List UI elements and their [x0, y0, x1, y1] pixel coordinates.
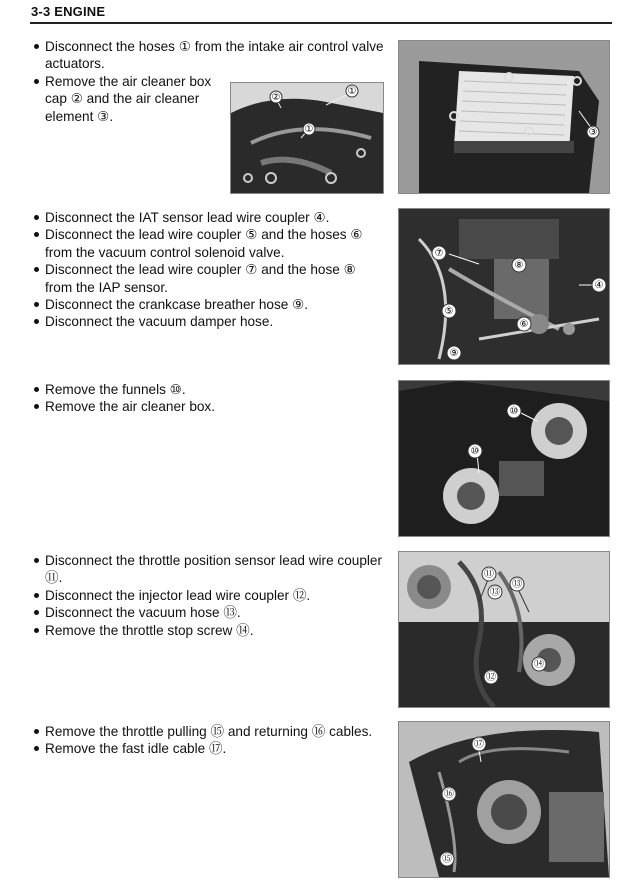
page-header: 3-3 ENGINE [31, 4, 106, 19]
iap-sensor-illustration [399, 209, 609, 364]
instruction-item: Remove the fast idle cable ⑰. [33, 740, 385, 757]
callout-label: ① [304, 124, 314, 135]
callout-label: ② [271, 92, 281, 103]
throttle-body-illustration [399, 552, 609, 707]
funnels-photo [398, 380, 610, 537]
callout-label: ③ [588, 127, 598, 138]
throttle-cables-photo [398, 721, 610, 878]
callout-label: ⑰ [474, 739, 484, 750]
callout-label: ⑭ [534, 659, 544, 670]
callout-label: ⑬ [512, 579, 522, 590]
instruction-item: Remove the funnels ⑩. [33, 381, 385, 398]
callout-label: ⑯ [444, 789, 454, 800]
air-cleaner-element-illustration [399, 41, 609, 193]
instruction-item: Disconnect the IAT sensor lead wire coupler ④. [33, 209, 385, 226]
section-3-text [33, 381, 385, 416]
instruction-item: Remove the air cleaner box. [33, 398, 385, 415]
callout-label: ① [347, 86, 357, 97]
callout-label: ⑪ [484, 569, 494, 580]
callout-label: ⑮ [442, 854, 452, 865]
section-1-text-b [33, 73, 213, 125]
throttle-cables-illustration [399, 722, 609, 877]
air-cleaner-cap-photo [230, 82, 384, 194]
callout-label: ⑤ [444, 306, 454, 317]
section-5-text [33, 723, 385, 758]
callout-label: ⑦ [434, 248, 444, 259]
header-rule [30, 22, 612, 24]
air-cleaner-element-photo [398, 40, 610, 194]
callout-label: ⑧ [514, 260, 524, 271]
callout-label: ⑩ [509, 406, 519, 417]
callout-label: ⑩ [470, 446, 480, 457]
instruction-item: Remove the throttle pulling ⑮ and returning ⑯ cables. [33, 723, 385, 740]
instruction-item: Disconnect the hoses ① from the intake air control valve actuators. [33, 38, 385, 73]
instruction-item: Disconnect the vacuum damper hose. [33, 313, 385, 330]
instruction-item: Remove the throttle stop screw ⑭. [33, 622, 385, 639]
instruction-item: Disconnect the crankcase breather hose ⑨. [33, 296, 385, 313]
instruction-item: Disconnect the lead wire coupler ⑤ and the hoses ⑥ from the vacuum control solenoid valve. [33, 226, 385, 261]
callout-label: ⑥ [519, 319, 529, 330]
section-4-text [33, 552, 385, 639]
callout-label: ⑬ [490, 587, 500, 598]
iap-sensor-photo [398, 208, 610, 365]
instruction-item: Remove the air cleaner box cap ② and the air cleaner element ③. [33, 73, 213, 125]
instruction-item: Disconnect the throttle position sensor lead wire coupler ⑪. [33, 552, 385, 587]
instruction-item: Disconnect the injector lead wire coupler ⑫. [33, 587, 385, 604]
section-1-text [33, 38, 385, 73]
throttle-body-photo [398, 551, 610, 708]
air-cleaner-cap-illustration [231, 83, 383, 193]
callout-label: ⑫ [486, 672, 496, 683]
section-2-text [33, 209, 385, 331]
instruction-item: Disconnect the vacuum hose ⑬. [33, 604, 385, 621]
callout-label: ⑨ [449, 348, 459, 359]
funnels-illustration [399, 381, 609, 536]
callout-label: ④ [594, 280, 604, 291]
instruction-item: Disconnect the lead wire coupler ⑦ and the hose ⑧ from the IAP sensor. [33, 261, 385, 296]
